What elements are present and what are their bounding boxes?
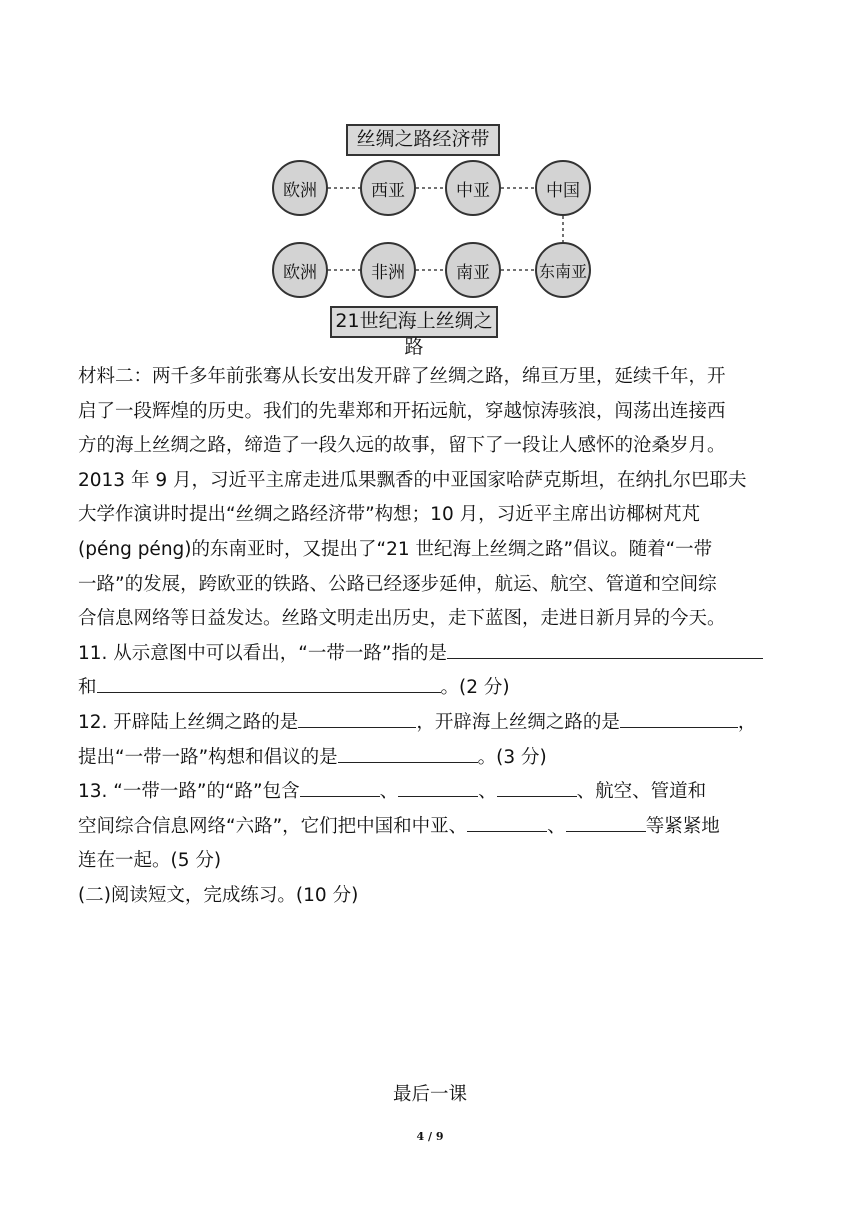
- question-11-text: 11. 从示意图中可以看出，“一带一路”指的是: [78, 642, 447, 664]
- material-line: 2013 年 9 月，习近平主席走进瓜果飘香的中亚国家哈萨克斯坦，在纳扎尔巴耶夫: [78, 469, 747, 491]
- question-13-text-d: 等紧紧地: [645, 815, 720, 837]
- question-13-text-b: 、航空、管道和: [576, 781, 707, 803]
- answer-blank[interactable]: [298, 707, 416, 728]
- document-body: [78, 360, 783, 914]
- question-11-score: 。(2 分): [440, 677, 510, 699]
- lesson-title: 最后一课: [392, 1084, 467, 1105]
- answer-blank[interactable]: [467, 811, 547, 832]
- node-central-asia: 中亚: [445, 160, 501, 216]
- question-12-comma: ，: [737, 711, 757, 733]
- node-china: 中国: [535, 160, 591, 216]
- node-europe-top: 欧洲: [272, 160, 328, 216]
- material-line: 大学作演讲时提出“丝绸之路经济带”构想；10 月，习近平主席出访椰树芃芃: [78, 504, 701, 526]
- material-line: 启了一段辉煌的历史。我们的先辈郑和开拓远航，穿越惊涛骇浪，闯荡出连接西: [78, 400, 726, 422]
- node-southeast-asia: 东南亚: [535, 242, 591, 298]
- question-12: [78, 706, 783, 775]
- node-europe-bottom: 欧洲: [272, 242, 328, 298]
- answer-blank[interactable]: [97, 672, 441, 693]
- separator: 、: [547, 815, 566, 837]
- question-13-text-c: 空间综合信息网络“六路”，它们把中国和中亚、: [78, 815, 468, 837]
- page-number: 4 / 9: [416, 1130, 444, 1143]
- question-13: [78, 775, 783, 879]
- node-south-asia: 南亚: [445, 242, 501, 298]
- answer-blank[interactable]: [566, 811, 646, 832]
- answer-blank[interactable]: [398, 776, 478, 797]
- separator: 、: [379, 781, 399, 803]
- question-12-text-b: ，开辟海上丝绸之路的是: [416, 711, 620, 733]
- node-west-asia: 西亚: [360, 160, 416, 216]
- material-line: 方的海上丝绸之路，缔造了一段久远的故事，留下了一段让人感怀的沧桑岁月。: [78, 435, 726, 457]
- material-line: (péng péng)的东南亚时，又提出了“21 世纪海上丝绸之路”倡议。随着“一带: [78, 538, 713, 560]
- question-13-text: 13. “一带一路”的“路”包含: [78, 781, 300, 803]
- maritime-silk-road-banner: 21世纪海上丝绸之路: [330, 306, 498, 338]
- answer-blank[interactable]: [447, 638, 763, 659]
- node-africa: 非洲: [360, 242, 416, 298]
- answer-blank[interactable]: [338, 742, 478, 763]
- separator: 、: [478, 781, 497, 803]
- silk-road-diagram: [250, 110, 610, 358]
- material-line: 材料二：两千多年前张骞从长安出发开辟了丝绸之路，绵亘万里，延续千年，开: [78, 366, 726, 387]
- material-line: 一路”的发展，跨欧亚的铁路、公路已经逐步延伸，航运、航空、管道和空间综: [78, 573, 717, 595]
- question-11-and: 和: [78, 677, 97, 699]
- section-heading: (二)阅读短文，完成练习。(10 分): [78, 884, 359, 906]
- answer-blank[interactable]: [620, 707, 738, 728]
- answer-blank[interactable]: [300, 776, 380, 797]
- material-two-paragraph: [78, 360, 783, 637]
- question-12-text-d: 提出“一带一路”构想和倡议的是: [78, 746, 338, 768]
- material-line: 合信息网络等日益发达。丝路文明走出历史，走下蓝图，走进日新月异的今天。: [78, 608, 726, 630]
- answer-blank[interactable]: [497, 776, 577, 797]
- question-11: [78, 637, 783, 706]
- question-13-text-e: 连在一起。(5 分): [78, 850, 222, 872]
- silk-road-economic-belt-banner: 丝绸之路经济带: [346, 124, 500, 156]
- question-12-text: 12. 开辟陆上丝绸之路的是: [78, 711, 299, 733]
- question-12-score: 。(3 分): [477, 746, 547, 768]
